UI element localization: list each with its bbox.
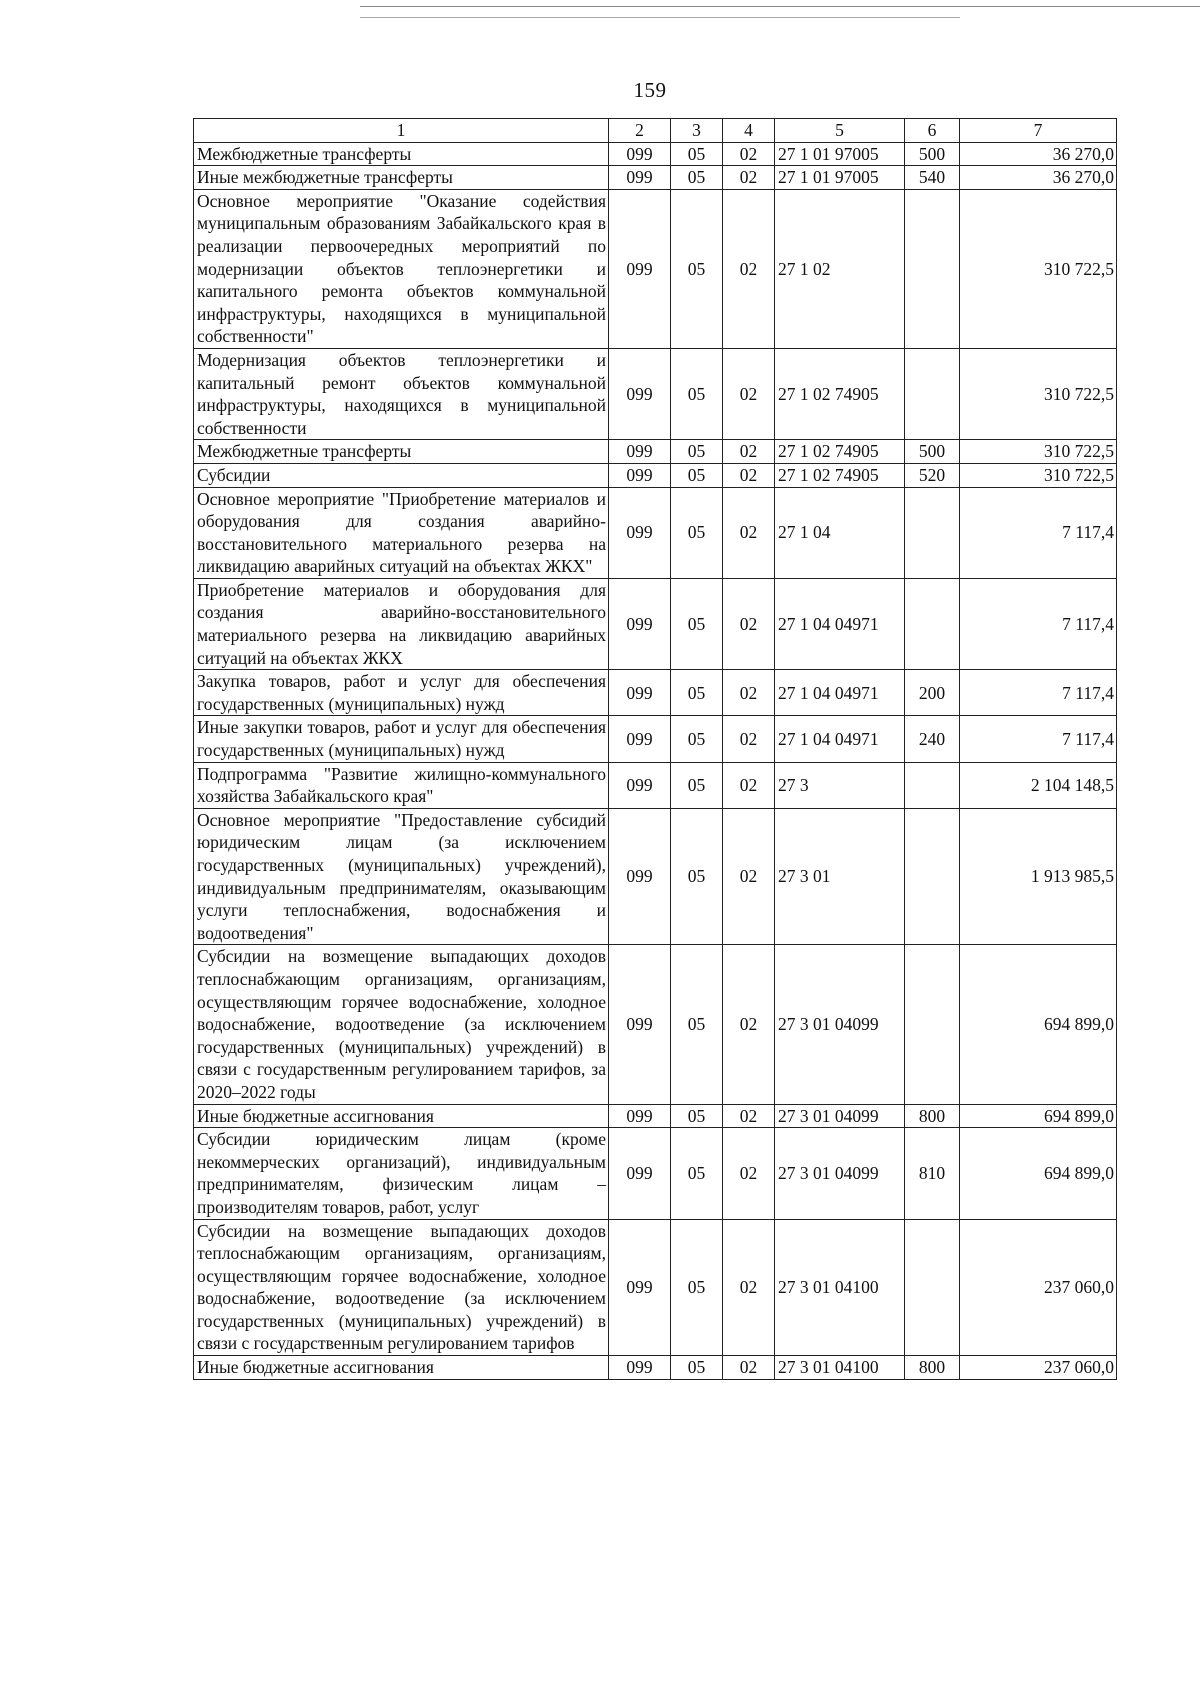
item-name-cell: Иные межбюджетные трансферты (194, 166, 609, 190)
amount-cell: 7 117,4 (960, 487, 1117, 578)
table-header-row (194, 119, 1117, 143)
item-name-cell: Подпрограмма "Развитие жилищно-коммунального хозяйства Забайкальского края" (194, 762, 609, 808)
expense-type-cell (905, 762, 960, 808)
expense-type-cell: 540 (905, 166, 960, 190)
target-article-cell: 27 3 01 04100 (775, 1356, 905, 1380)
ministry-code-cell: 099 (609, 808, 671, 945)
expense-type-cell: 520 (905, 463, 960, 487)
table-row (194, 142, 1117, 166)
subsection-code-cell: 02 (723, 348, 775, 439)
header-rule-secondary (360, 17, 960, 18)
ministry-code-cell: 099 (609, 1219, 671, 1356)
expense-type-cell: 810 (905, 1128, 960, 1219)
column-header: 2 (609, 119, 671, 143)
ministry-code-cell: 099 (609, 670, 671, 716)
item-name-cell: Межбюджетные трансферты (194, 440, 609, 464)
expense-type-cell: 800 (905, 1104, 960, 1128)
target-article-cell: 27 1 04 (775, 487, 905, 578)
subsection-code-cell: 02 (723, 463, 775, 487)
target-article-cell: 27 3 01 04100 (775, 1219, 905, 1356)
expense-type-cell (905, 487, 960, 578)
table-row (194, 578, 1117, 669)
section-code-cell: 05 (671, 808, 723, 945)
table-row (194, 1128, 1117, 1219)
expense-type-cell: 240 (905, 716, 960, 762)
item-name-cell: Иные бюджетные ассигнования (194, 1104, 609, 1128)
table-row (194, 716, 1117, 762)
amount-cell: 36 270,0 (960, 166, 1117, 190)
ministry-code-cell: 099 (609, 1104, 671, 1128)
subsection-code-cell: 02 (723, 1128, 775, 1219)
table-row (194, 440, 1117, 464)
budget-table (193, 118, 1117, 1380)
table-row (194, 1104, 1117, 1128)
section-code-cell: 05 (671, 166, 723, 190)
ministry-code-cell: 099 (609, 348, 671, 439)
item-name-cell: Иные закупки товаров, работ и услуг для обеспечения государственных (муниципальных) нужд (194, 716, 609, 762)
header-rule (360, 6, 1200, 7)
target-article-cell: 27 1 02 74905 (775, 463, 905, 487)
subsection-code-cell: 02 (723, 762, 775, 808)
target-article-cell: 27 1 01 97005 (775, 166, 905, 190)
subsection-code-cell: 02 (723, 578, 775, 669)
amount-cell: 694 899,0 (960, 945, 1117, 1104)
amount-cell: 694 899,0 (960, 1128, 1117, 1219)
amount-cell: 237 060,0 (960, 1219, 1117, 1356)
target-article-cell: 27 3 01 04099 (775, 1104, 905, 1128)
expense-type-cell (905, 348, 960, 439)
section-code-cell: 05 (671, 1219, 723, 1356)
target-article-cell: 27 1 02 (775, 189, 905, 348)
ministry-code-cell: 099 (609, 440, 671, 464)
table-row (194, 463, 1117, 487)
amount-cell: 310 722,5 (960, 189, 1117, 348)
ministry-code-cell: 099 (609, 1356, 671, 1380)
column-header: 6 (905, 119, 960, 143)
amount-cell: 7 117,4 (960, 578, 1117, 669)
ministry-code-cell: 099 (609, 945, 671, 1104)
section-code-cell: 05 (671, 189, 723, 348)
expense-type-cell (905, 1219, 960, 1356)
section-code-cell: 05 (671, 1104, 723, 1128)
target-article-cell: 27 3 01 (775, 808, 905, 945)
item-name-cell: Основное мероприятие "Приобретение материалов и оборудования для создания аварийно-восстановительного материального резерва на ликвидацию аварийных ситуаций на объектах ЖКХ" (194, 487, 609, 578)
amount-cell: 237 060,0 (960, 1356, 1117, 1380)
item-name-cell: Модернизация объектов теплоэнергетики и капитальный ремонт объектов коммунальной инфраструктуры, находящихся в муниципальной собственности (194, 348, 609, 439)
column-header: 3 (671, 119, 723, 143)
target-article-cell: 27 1 02 74905 (775, 440, 905, 464)
table-row (194, 808, 1117, 945)
amount-cell: 1 913 985,5 (960, 808, 1117, 945)
expense-type-cell (905, 808, 960, 945)
section-code-cell: 05 (671, 716, 723, 762)
table-row (194, 487, 1117, 578)
target-article-cell: 27 3 01 04099 (775, 945, 905, 1104)
subsection-code-cell: 02 (723, 1104, 775, 1128)
table-row (194, 1356, 1117, 1380)
target-article-cell: 27 3 (775, 762, 905, 808)
page-number: 159 (633, 78, 667, 102)
item-name-cell: Закупка товаров, работ и услуг для обеспечения государственных (муниципальных) нужд (194, 670, 609, 716)
amount-cell: 7 117,4 (960, 670, 1117, 716)
subsection-code-cell: 02 (723, 716, 775, 762)
table-row (194, 670, 1117, 716)
subsection-code-cell: 02 (723, 670, 775, 716)
target-article-cell: 27 1 04 04971 (775, 578, 905, 669)
expense-type-cell: 500 (905, 142, 960, 166)
target-article-cell: 27 1 04 04971 (775, 716, 905, 762)
expense-type-cell: 200 (905, 670, 960, 716)
table-row (194, 945, 1117, 1104)
column-header: 7 (960, 119, 1117, 143)
expense-type-cell (905, 189, 960, 348)
table-row (194, 189, 1117, 348)
item-name-cell: Иные бюджетные ассигнования (194, 1356, 609, 1380)
table-row (194, 762, 1117, 808)
section-code-cell: 05 (671, 487, 723, 578)
target-article-cell: 27 1 04 04971 (775, 670, 905, 716)
subsection-code-cell: 02 (723, 487, 775, 578)
target-article-cell: 27 1 01 97005 (775, 142, 905, 166)
subsection-code-cell: 02 (723, 440, 775, 464)
item-name-cell: Субсидии (194, 463, 609, 487)
section-code-cell: 05 (671, 142, 723, 166)
amount-cell: 310 722,5 (960, 440, 1117, 464)
amount-cell: 36 270,0 (960, 142, 1117, 166)
ministry-code-cell: 099 (609, 166, 671, 190)
amount-cell: 310 722,5 (960, 463, 1117, 487)
item-name-cell: Приобретение материалов и оборудования для создания аварийно-восстановительного материального резерва на ликвидацию аварийных ситуаций на объектах ЖКХ (194, 578, 609, 669)
expense-type-cell (905, 945, 960, 1104)
section-code-cell: 05 (671, 670, 723, 716)
subsection-code-cell: 02 (723, 1356, 775, 1380)
budget-table-body (194, 119, 1117, 1380)
item-name-cell: Субсидии на возмещение выпадающих доходов теплоснабжающим организациям, организациям, осуществляющим горячее водоснабжение, холодное водоснабжение, водоотведение (за исключением государственных (муниципальных) учреждений) в связи с государственным регулированием тарифов, за 2020–2022 годы (194, 945, 609, 1104)
item-name-cell: Субсидии юридическим лицам (кроме некоммерческих организаций), индивидуальным предпринимателям, физическим лицам – производителям товаров, работ, услуг (194, 1128, 609, 1219)
expense-type-cell: 500 (905, 440, 960, 464)
amount-cell: 694 899,0 (960, 1104, 1117, 1128)
expense-type-cell: 800 (905, 1356, 960, 1380)
item-name-cell: Субсидии на возмещение выпадающих доходов теплоснабжающим организациям, организациям, осуществляющим горячее водоснабжение, холодное водоснабжение, водоотведение (за исключением государственных (муниципальных) учреждений) в связи с государственным регулированием тарифов (194, 1219, 609, 1356)
amount-cell: 310 722,5 (960, 348, 1117, 439)
ministry-code-cell: 099 (609, 1128, 671, 1219)
ministry-code-cell: 099 (609, 762, 671, 808)
column-header: 4 (723, 119, 775, 143)
section-code-cell: 05 (671, 578, 723, 669)
table-row (194, 348, 1117, 439)
ministry-code-cell: 099 (609, 716, 671, 762)
item-name-cell: Основное мероприятие "Предоставление субсидий юридическим лицам (за исключением государственных (муниципальных) учреждений), индивидуальным предпринимателям, оказывающим услуги теплоснабжения, водоснабжения и водоотведения" (194, 808, 609, 945)
section-code-cell: 05 (671, 1128, 723, 1219)
column-header: 1 (194, 119, 609, 143)
ministry-code-cell: 099 (609, 487, 671, 578)
target-article-cell: 27 1 02 74905 (775, 348, 905, 439)
section-code-cell: 05 (671, 945, 723, 1104)
ministry-code-cell: 099 (609, 463, 671, 487)
subsection-code-cell: 02 (723, 1219, 775, 1356)
table-row (194, 1219, 1117, 1356)
subsection-code-cell: 02 (723, 189, 775, 348)
section-code-cell: 05 (671, 1356, 723, 1380)
section-code-cell: 05 (671, 762, 723, 808)
target-article-cell: 27 3 01 04099 (775, 1128, 905, 1219)
section-code-cell: 05 (671, 440, 723, 464)
section-code-cell: 05 (671, 348, 723, 439)
subsection-code-cell: 02 (723, 808, 775, 945)
section-code-cell: 05 (671, 463, 723, 487)
amount-cell: 2 104 148,5 (960, 762, 1117, 808)
subsection-code-cell: 02 (723, 166, 775, 190)
subsection-code-cell: 02 (723, 945, 775, 1104)
amount-cell: 7 117,4 (960, 716, 1117, 762)
ministry-code-cell: 099 (609, 189, 671, 348)
column-header: 5 (775, 119, 905, 143)
expense-type-cell (905, 578, 960, 669)
ministry-code-cell: 099 (609, 142, 671, 166)
item-name-cell: Основное мероприятие "Оказание содействия муниципальным образованиям Забайкальского края в реализации первоочередных мероприятий по модернизации объектов теплоэнергетики и капитального ремонта объектов коммунальной инфраструктуры, находящихся в муниципальной собственности" (194, 189, 609, 348)
subsection-code-cell: 02 (723, 142, 775, 166)
ministry-code-cell: 099 (609, 578, 671, 669)
item-name-cell: Межбюджетные трансферты (194, 142, 609, 166)
table-row (194, 166, 1117, 190)
